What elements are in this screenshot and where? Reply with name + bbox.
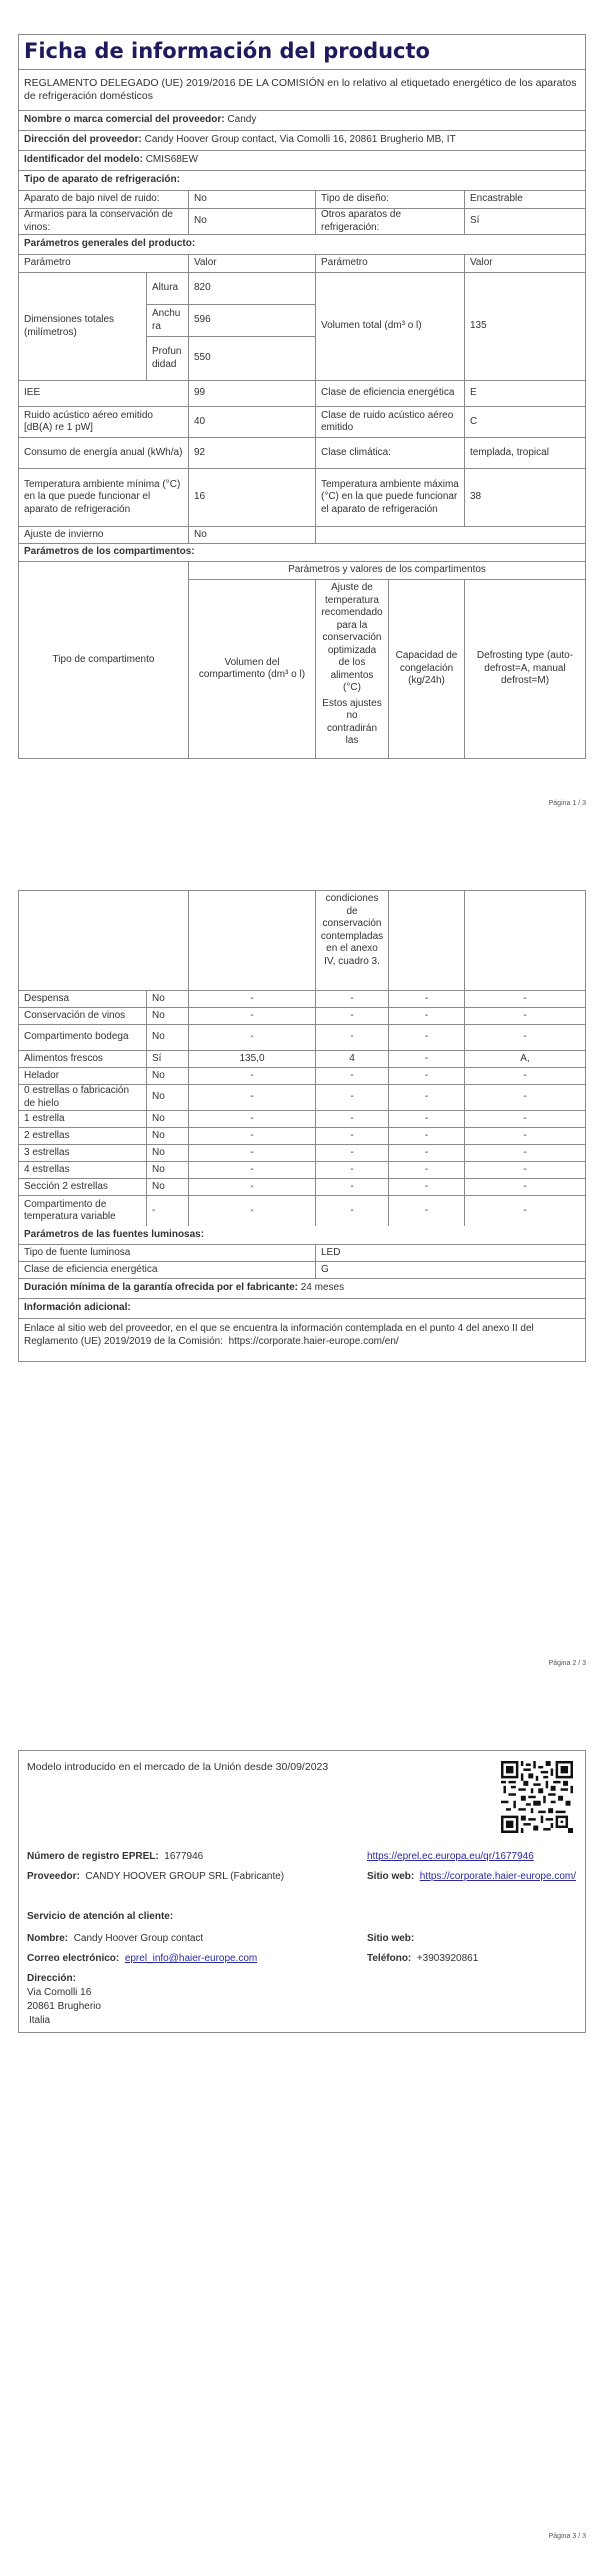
compartment-temp: 4 [316,1051,389,1067]
compartment-temp: - [316,1111,389,1127]
climate-value: templada, tropical [470,446,549,458]
website-link[interactable]: https://corporate.haier-europe.com/ [419,1871,576,1882]
width-value: 596 [189,305,315,337]
compartment-volume: - [189,1111,316,1127]
min-temp-value: 16 [189,469,316,526]
compartment-capacity: - [389,1162,465,1178]
compartment-capacity: - [389,1179,465,1195]
address-label: Dirección: [27,1973,76,1984]
compartment-name: Compartimento de temperatura variable [19,1196,147,1226]
appliance-type-heading: Tipo de aparato de refrigeración: [24,174,180,186]
model-id-label: Identificador del modelo: [24,154,143,166]
address-line-3: Italia [29,2015,51,2026]
compartment-row [19,1145,585,1162]
address-line-1: Via Comolli 16 [27,1987,92,1998]
additional-info-heading: Información adicional: [24,1302,131,1314]
website-label: Sitio web: [367,1871,415,1882]
compartment-capacity: - [389,1111,465,1127]
energy-class-value: E [470,387,477,399]
temp-header: Ajuste de temperatura recomendado para la conservación optimizada de los alimentos (°C) [321,582,383,693]
compartment-capacity: - [389,1128,465,1144]
page-3 [0,1750,604,2560]
compartment-defrost: - [523,1204,527,1216]
winter-setting-value: No [189,527,316,543]
compartment-present: No [147,1068,189,1084]
compartment-row [19,1068,585,1085]
temp-header-note: Estos ajustes no contradirán las [322,697,382,746]
low-noise-label: Aparato de bajo nivel de ruido: [19,191,189,208]
compartment-row [19,1162,585,1179]
wine-cabinet-value: No [189,209,316,234]
compartment-volume: - [189,1008,316,1024]
regulation-subtitle: REGLAMENTO DELEGADO (UE) 2019/2016 DE LA COMISIÓN en lo relativo al etiquetado energético de los aparatos de refrigeración domésticos [24,76,577,102]
address-line-2: 20861 Brugherio [27,2001,101,2012]
compartment-name: 0 estrellas o fabricación de hielo [19,1085,147,1110]
compartment-capacity: - [389,1196,465,1226]
compartment-temp: - [316,1068,389,1084]
compartment-temp: - [316,1196,389,1226]
compartment-name: 2 estrellas [19,1128,147,1144]
wine-cabinet-label: Armarios para la conservación de vinos: [19,209,189,234]
compartment-name: Conservación de vinos [19,1008,147,1024]
noise-value: 40 [189,407,316,437]
compartment-temp: - [316,1085,389,1110]
compartment-present: No [147,1008,189,1024]
model-id: CMIS68EW [145,154,198,166]
compartment-present: Sí [147,1051,189,1067]
supplier-address: Candy Hoover Group contact, Via Comolli 16, 20861 Brugherio MB, IT [144,134,456,146]
compartment-capacity: - [389,1085,465,1110]
other-appliance-value: Sí [470,215,480,227]
eei-value: 99 [189,381,316,406]
min-temp-label: Temperatura ambiente mínima (°C) en la que puede funcionar el aparato de refrigeración [19,469,189,526]
col-header-value: Valor [189,255,316,272]
warranty-label: Duración mínima de la garantía ofrecida por el fabricante: [24,1282,298,1294]
compartment-volume: 135,0 [189,1051,316,1067]
compartment-volume: - [189,1145,316,1161]
compartment-name: 1 estrella [19,1111,147,1127]
col-header-value-2: Valor [470,257,493,269]
page-number-1: Página 1 / 3 [548,800,586,807]
compartment-capacity: - [389,1025,465,1050]
compartment-name: Helador [19,1068,147,1084]
compartment-row [19,991,585,1008]
eprel-number-label: Número de registro EPREL: [27,1851,159,1862]
compartment-capacity: - [389,1145,465,1161]
height-value: 820 [189,273,315,305]
max-temp-label: Temperatura ambiente máxima (°C) en la que puede funcionar el aparato de refrigeración [316,469,465,526]
design-type-label: Tipo de diseño: [316,191,465,208]
dimensions-label: Dimensiones totales (milímetros) [19,273,147,380]
compartment-capacity: - [389,1051,465,1067]
compartment-temp: - [316,1179,389,1195]
consumption-value: 92 [189,438,316,468]
compartment-defrost: - [523,1163,527,1175]
compartment-defrost: - [523,1129,527,1141]
compartment-present: - [147,1196,189,1226]
compartment-capacity: - [389,1068,465,1084]
compartment-defrost: - [523,1112,527,1124]
compartment-defrost: - [523,1091,527,1103]
compartment-temp: - [316,1162,389,1178]
compartment-present: No [147,1025,189,1050]
compartment-temp: - [316,1025,389,1050]
total-volume-value: 135 [470,320,487,332]
light-efficiency-value: G [321,1263,329,1275]
provider-label: Proveedor: [27,1871,80,1882]
provider-name: CANDY HOOVER GROUP SRL (Fabricante) [85,1871,285,1882]
compartment-row [19,1196,585,1226]
compartment-row [19,1128,585,1145]
eprel-link[interactable]: https://eprel.ec.europa.eu/qr/1677946 [367,1851,534,1862]
page-number-3: Página 3 / 3 [548,2533,586,2540]
page-number-2: Página 2 / 3 [548,1660,586,1667]
temp-header-note-cont: condiciones de conservación contempladas en el anexo IV, cuadro 3. [316,891,389,990]
light-heading: Parámetros de las fuentes luminosas: [24,1228,205,1240]
compartment-name: 4 estrellas [19,1162,147,1178]
product-sheet-part-2 [18,890,586,1362]
compartment-volume: - [189,1196,316,1226]
compartment-volume: - [189,1085,316,1110]
compartment-capacity: - [389,1008,465,1024]
page-2 [0,890,604,1690]
compartment-volume: - [189,1162,316,1178]
page-1 [0,0,604,820]
eprel-info-box [18,1750,586,2033]
freezing-capacity-header: Capacidad de congelación (kg/24h) [389,580,465,758]
compartment-defrost: - [523,1146,527,1158]
low-noise-value: No [189,191,316,208]
compartment-defrost: - [523,1009,527,1021]
compartment-defrost: - [523,1180,527,1192]
compartment-row [19,1111,585,1128]
compartment-name: Alimentos frescos [19,1051,147,1067]
compartment-name: Despensa [19,991,147,1007]
compartment-present: No [147,1085,189,1110]
supplier-name: Candy [227,114,257,126]
climate-label: Clase climática: [316,438,465,468]
width-label: Anchura [147,305,188,337]
compartment-rows [19,991,585,1226]
qr-code [501,1761,573,1833]
compartment-temp: - [316,1128,389,1144]
compartment-name: 3 estrellas [19,1145,147,1161]
light-efficiency-label: Clase de eficiencia energética [19,1262,316,1278]
compartment-volume: - [189,991,316,1007]
compartment-defrost: - [523,992,527,1004]
supplier-website-link[interactable]: https://corporate.haier-europe.com/en/ [228,1335,399,1347]
page-title: Ficha de información del producto [24,39,430,63]
noise-class-label: Clase de ruido acústico aéreo emitido [316,407,465,437]
compartment-present: No [147,991,189,1007]
compartment-temp: - [316,991,389,1007]
depth-label: Profundidad [152,346,182,370]
market-date: Modelo introducido en el mercado de la Unión desde 30/09/2023 [27,1761,329,1773]
energy-class-label: Clase de eficiencia energética [316,381,465,406]
compartment-volume: - [189,1025,316,1050]
eei-label: IEE [19,381,189,406]
supplier-address-label: Dirección del proveedor: [24,134,142,146]
compartment-temp: - [316,1145,389,1161]
customer-service-heading: Servicio de atención al cliente: [27,1911,174,1922]
compartment-defrost: - [523,1031,527,1043]
email-label: Correo electrónico: [27,1953,120,1964]
email-link[interactable]: eprel_info@haier-europe.com [124,1953,258,1964]
light-source-type-label: Tipo de fuente luminosa [19,1245,316,1261]
compartment-present: No [147,1111,189,1127]
design-type-value: Encastrable [470,193,523,205]
service-website-label: Sitio web: [367,1933,415,1944]
compartment-row [19,1025,585,1051]
volume-header: Volumen del compartimento (dm³ o l) [189,580,316,758]
phone-number: +3903920861 [416,1953,479,1964]
compartment-type-header: Tipo de compartimento [19,562,189,758]
compartment-group-header: Parámetros y valores de los compartimentos [189,562,585,580]
compartment-row [19,1051,585,1068]
noise-label: Ruido acústico aéreo emitido [dB(A) re 1 pW] [19,407,189,437]
compartment-volume: - [189,1128,316,1144]
compartment-volume: - [189,1179,316,1195]
compartment-volume: - [189,1068,316,1084]
compartment-present: No [147,1179,189,1195]
compartment-defrost: - [523,1069,527,1081]
max-temp-value: 38 [470,491,482,503]
height-label: Altura [147,273,188,305]
light-source-type-value: LED [321,1246,341,1258]
compartment-name: Sección 2 estrellas [19,1179,147,1195]
compartment-present: No [147,1145,189,1161]
compartment-capacity: - [389,991,465,1007]
compartment-row [19,1085,585,1111]
compartment-row [19,1008,585,1025]
depth-value: 550 [194,352,211,364]
compartment-present: No [147,1162,189,1178]
supplier-name-label: Nombre o marca comercial del proveedor: [24,114,225,126]
winter-setting-label: Ajuste de invierno [19,527,189,543]
compartment-row [19,1179,585,1196]
contact-name-label: Nombre: [27,1933,69,1944]
compartments-heading: Parámetros de los compartimentos: [24,546,195,558]
compartment-name: Compartimento bodega [19,1025,147,1050]
product-sheet-part-1 [18,34,586,759]
noise-class-value: C [470,415,478,427]
phone-label: Teléfono: [367,1953,412,1964]
col-header-param-2: Parámetro [316,255,465,272]
general-params-heading: Parámetros generales del producto: [24,238,196,250]
additional-info-text: Enlace al sitio web del proveedor, en el que se encuentra la información contemplada en el punto 4 del anexo II del Reglamento (UE) 2019/2019 de la Comisión: [24,1323,534,1347]
contact-name: Candy Hoover Group contact [73,1933,204,1944]
eprel-number: 1677946 [164,1851,204,1862]
consumption-label: Consumo de energía anual (kWh/a) [19,438,189,468]
compartment-present: No [147,1128,189,1144]
defrost-type-header: Defrosting type (auto-defrost=A, manual defrost=M) [476,650,574,687]
compartment-defrost: A, [520,1052,530,1064]
total-volume-label: Volumen total (dm³ o l) [316,273,465,380]
col-header-param: Parámetro [19,255,189,272]
other-appliance-label: Otros aparatos de refrigeración: [316,209,465,234]
warranty-value: 24 meses [300,1282,345,1294]
compartment-temp: - [316,1008,389,1024]
